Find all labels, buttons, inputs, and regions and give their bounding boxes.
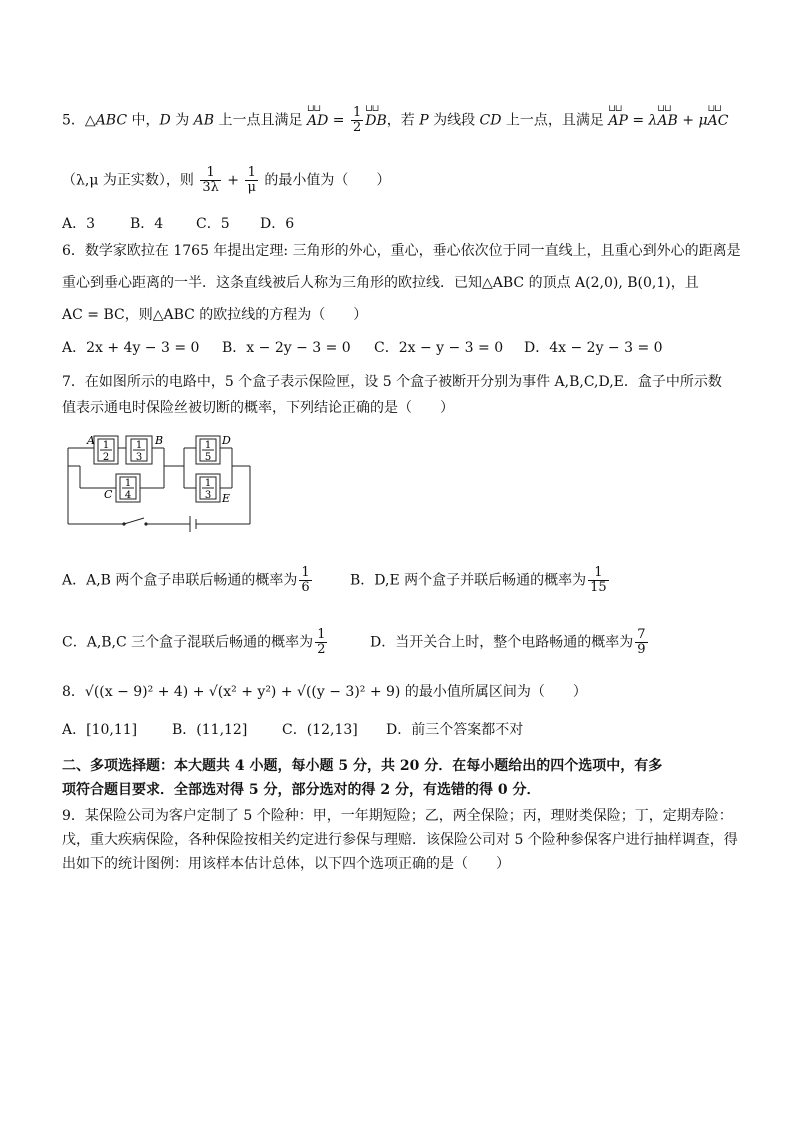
q6-line3: AC = BC，则△ABC 的欧拉线的方程为（ ） — [62, 307, 368, 323]
q8-option-c: C．(12,13] — [282, 722, 358, 738]
q6-option-b: B．x − 2y − 3 = 0 — [222, 340, 351, 356]
box-a-label: A — [87, 434, 95, 447]
vector-ad: ⊔⊔ AD — [307, 111, 328, 131]
q9-line1: 9．某保险公司为客户定制了 5 个险种：甲，一年期短险；乙，两全保险；丙，理财类保险；丁，定期寿险： — [62, 808, 733, 824]
box-b-den: 3 — [135, 452, 143, 463]
vector-ap: ⊔⊔ AP — [608, 111, 628, 131]
section2-heading-line1: 二、多项选择题：本大题共 4 小题，每小题 5 分，共 20 分．在每小题给出的四个选项中，有多 — [62, 758, 663, 774]
q6-line1: 6．数学家欧拉在 1765 年提出定理: 三角形的外心，重心，垂心依次位于同一直线上，且重心到外心的距离是 — [62, 243, 741, 259]
box-e-den: 3 — [204, 490, 212, 501]
vector-ab: ⊔⊔ AB — [657, 111, 677, 131]
q5-option-b: B．4 — [130, 216, 164, 232]
vector-ac: ⊔⊔ AC — [708, 111, 729, 131]
q6-line2: 重心到垂心距离的一半．这条直线被后人称为三角形的欧拉线．已知△ABC 的顶点 A(2,0), B(0,1)，且 — [62, 275, 699, 291]
q5-option-c: C．5 — [196, 216, 230, 232]
circuit-diagram — [60, 428, 260, 532]
box-e-num: 1 — [204, 478, 212, 489]
q5-option-a: A．3 — [62, 216, 96, 232]
q8-line: 8．√((x − 9)² + 4) + √(x² + y²) + √((y − 3)² + 9) 的最小值所属区间为（ ） — [62, 684, 587, 700]
q8-option-d: D．前三个答案都不对 — [386, 722, 524, 738]
fraction-one-over-3lambda: $\frac{1}{3\lambda}$ — [202, 165, 219, 195]
q7-line1: 7．在如图所示的电路中，5 个盒子表示保险匣，设 5 个盒子被断开分别为事件 A,B,C,D,E．盒子中所示数 — [62, 374, 722, 390]
box-c-label: C — [104, 488, 113, 501]
box-c-den: 4 — [124, 490, 132, 501]
box-d-num: 1 — [204, 440, 212, 451]
q5-option-d: D．6 — [260, 216, 295, 232]
q7-line2: 值表示通电时保险丝被切断的概率，下列结论正确的是（ ） — [62, 400, 454, 416]
q7-option-d: D．当开关合上时，整个电路畅通的概率为 $\frac{7}{9}$ — [370, 627, 646, 657]
box-b-label: B — [155, 434, 164, 447]
q6-option-d: D．4x − 2y − 3 = 0 — [524, 340, 663, 356]
q9-line3: 出如下的统计图例：用该样本估计总体，以下四个选项正确的是（ ） — [62, 856, 510, 872]
fraction-one-over-mu: $\frac{1}{\mu}$ — [247, 165, 256, 195]
q8-option-b: B．(11,12] — [172, 722, 248, 738]
box-d-label: D — [222, 434, 231, 447]
q6-option-a: A．2x + 4y − 3 = 0 — [62, 340, 200, 356]
box-e-label: E — [222, 492, 231, 505]
box-b-num: 1 — [135, 440, 143, 451]
q6-option-c: C．2x − y − 3 = 0 — [374, 340, 504, 356]
q9-line2: 戊，重大疾病保险，各种保险按相关约定进行参保与理赔．该保险公司对 5 个险种参保客户进行抽样调查，得 — [62, 832, 738, 848]
fraction-half: $\frac{1}{2}$ — [352, 105, 362, 135]
vector-db: ⊔⊔ DB — [365, 111, 387, 131]
q7-option-c: C．A,B,C 三个盒子混联后畅通的概率为 $\frac{1}{2}$ — [62, 627, 326, 657]
q5-line2: （λ,μ 为正实数），则 $\frac{1}{3\lambda}$ + $\frac{1}{\mu}$ 的最小值为（ ） — [62, 165, 391, 195]
box-d-den: 5 — [204, 452, 212, 463]
section2-heading-line2: 项符合题目要求．全部选对得 5 分，部分选对的得 2 分，有选错的得 0 分． — [62, 782, 541, 798]
box-a-den: 2 — [102, 452, 110, 463]
box-c-num: 1 — [124, 478, 132, 489]
q8-option-a: A．[10,11] — [62, 722, 138, 738]
box-a-num: 1 — [102, 440, 110, 451]
q5-line1: 5．△ABC 中，D 为 AB 上一点且满足 ⊔⊔ AD = $\frac{1}{2}$ ⊔⊔ DB，若 P 为线段 CD 上一点，且满足 ⊔⊔ AP = λ⊔⊔ AB + μ⊔⊔ AC — [62, 106, 728, 135]
q7-option-a: A．A,B 两个盒子串联后畅通的概率为 $\frac{1}{6}$ — [62, 565, 310, 595]
q7-option-b: B．D,E 两个盒子并联后畅通的概率为 $\frac{1}{15}$ — [350, 565, 607, 595]
